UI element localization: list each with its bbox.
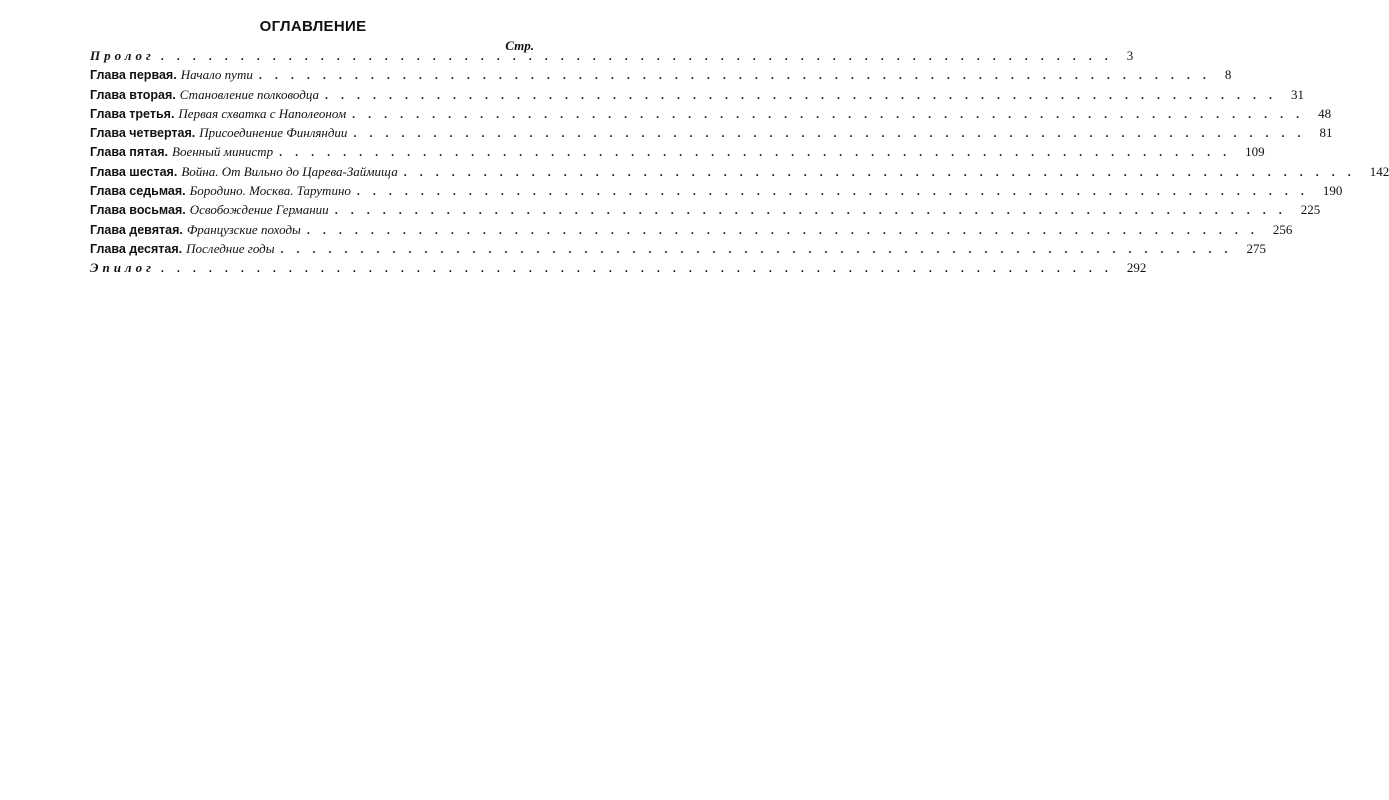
chapter-number: Глава вторая. [90,87,176,102]
dot-leader: ............................................................ [334,203,1295,218]
chapter-title: Начало пути [180,67,253,83]
page-number: 3 [1126,48,1134,63]
toc-entry-label [90,183,351,199]
toc-entry [90,163,1389,183]
toc-entry [90,260,1147,279]
toc-entry [90,125,1333,144]
dot-leader: ............................................................ [356,184,1317,199]
chapter-number: Глава первая. [90,68,177,83]
dot-leader: ............................................................ [280,241,1241,256]
chapter-title: Последние годы [186,240,275,256]
page-number: 8 [1224,67,1232,83]
dot-leader: ............................................................ [403,164,1364,179]
toc-entry-label [90,202,329,218]
chapter-title: Французские походы [186,221,301,237]
chapter-number: Глава десятая. [90,241,183,256]
toc-entry-label [90,48,155,64]
page-number: 81 [1319,125,1333,141]
toc-entry [90,67,1232,86]
toc-entry-label [90,164,398,180]
chapter-number: Глава третья. [90,106,175,121]
toc-entry-label [90,125,347,141]
page-number: 256 [1272,221,1293,237]
page-number: 142 [1369,163,1389,179]
chapter-title: Военный министр [172,144,274,160]
chapter-title: Присоединение Финляндии [199,125,348,141]
chapter-title: Становление полководца [179,86,319,102]
chapter-number: Глава шестая. [90,164,178,179]
dot-leader: ............................................................ [279,145,1240,160]
toc-entry [90,48,1134,67]
page-number: 292 [1126,260,1147,276]
dot-leader: ............................................................ [160,49,1121,63]
toc-entry-label [90,222,301,238]
chapter-number: Глава четвертая. [90,126,196,141]
toc-list [90,48,1389,280]
toc-entry [90,183,1343,202]
toc-heading: ОГЛАВЛЕНИЕ [259,18,367,35]
chapter-title: Бородино. Москва. Тарутино [189,183,351,199]
page-number: 109 [1245,144,1265,160]
chapter-title: Война. От Вильно до Царева-Займища [181,163,398,179]
toc-entry-label [90,144,273,160]
dot-leader: ............................................................ [258,68,1219,83]
chapter-number: Глава девятая. [90,222,183,237]
dot-leader: ............................................................ [352,106,1313,121]
dot-leader: ............................................................ [160,261,1121,276]
page-column-label: Стр. [505,38,534,53]
dot-leader: ............................................................ [324,87,1285,102]
toc-entry [90,202,1321,221]
toc-entry [90,105,1332,125]
toc-entry [90,221,1293,241]
page-number: 225 [1300,202,1321,218]
page-number: 48 [1318,105,1332,121]
page-number: 275 [1246,240,1267,256]
toc-entry-label [90,67,253,83]
dot-leader: ............................................................ [353,126,1314,141]
toc-entry-label [90,260,155,276]
chapter-number: Глава пятая. [90,145,168,160]
toc-entry-label [90,106,346,122]
chapter-title: Пролог [90,48,155,63]
dot-leader: ............................................................ [306,222,1267,237]
toc-entry [90,240,1267,260]
page-number: 31 [1290,86,1304,102]
toc-entry [90,144,1265,163]
chapter-title: Освобождение Германии [189,202,329,218]
chapter-title: Эпилог [90,260,155,276]
toc-entry-label [90,241,275,257]
toc-entry-label [90,87,319,103]
page-number: 190 [1322,183,1343,199]
chapter-title: Первая схватка с Наполеоном [178,105,347,121]
chapter-number: Глава седьмая. [90,184,186,199]
toc-entry [90,86,1304,106]
chapter-number: Глава восьмая. [90,203,186,218]
